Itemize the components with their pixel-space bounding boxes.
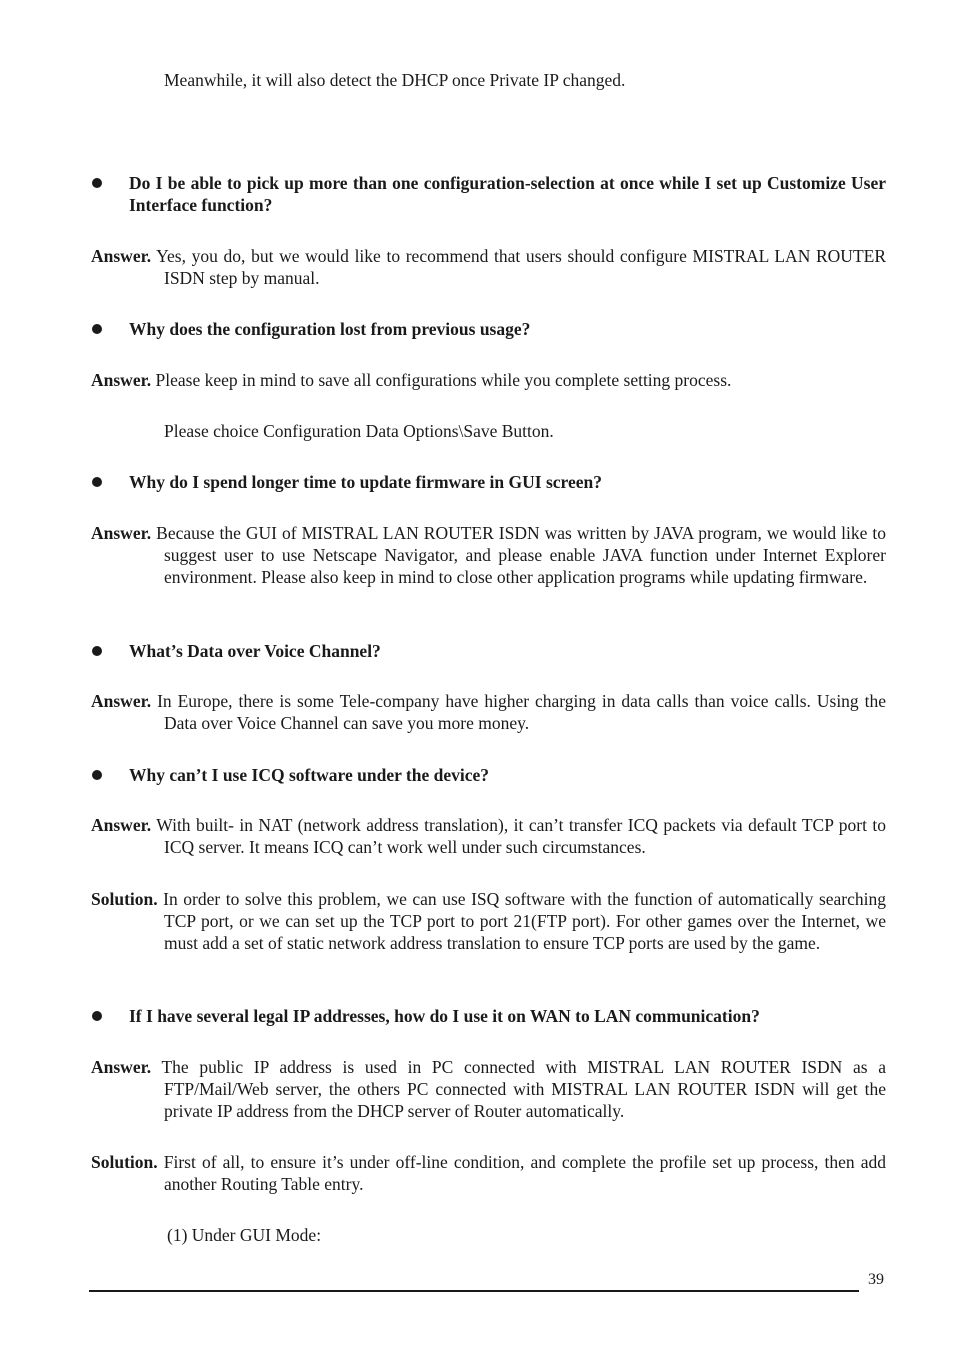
question-text: If I have several legal IP addresses, how do I use it on WAN to LAN communication?: [129, 1006, 760, 1026]
question-text: Why does the configuration lost from previous usage?: [129, 319, 531, 339]
bullet-icon: [92, 1011, 102, 1021]
question-text: Why do I spend longer time to update firmware in GUI screen?: [129, 472, 602, 492]
solution-label: Solution.: [91, 1152, 158, 1172]
answer-label: Answer.: [91, 815, 152, 835]
question-text: What’s Data over Voice Channel?: [129, 641, 381, 661]
answer-label: Answer.: [91, 1057, 152, 1077]
bullet-icon: [92, 178, 102, 188]
answer-text: Please keep in mind to save all configurations while you complete setting process.: [155, 370, 732, 390]
bullet-icon: [92, 646, 102, 656]
question-4: [129, 640, 886, 662]
answer-label: Answer.: [91, 691, 152, 711]
solution-5: [91, 888, 886, 954]
question-6: [129, 1005, 886, 1027]
solution-6-followup: (1) Under GUI Mode:: [167, 1225, 322, 1245]
question-3: [129, 471, 886, 493]
answer-text: The public IP address is used in PC connected with MISTRAL LAN ROUTER ISDN as a FTP/Mail/Web server, the others PC connected with MISTRAL LAN ROUTER ISDN will get the private IP address from the DHCP server of Router automatically.: [161, 1057, 886, 1121]
answer-6: [91, 1056, 886, 1122]
answer-2-followup: Please choice Configuration Data Options\Save Button.: [164, 421, 554, 441]
page-number: 39: [868, 1271, 884, 1288]
answer-label: Answer.: [91, 523, 152, 543]
answer-text: Because the GUI of MISTRAL LAN ROUTER ISDN was written by JAVA program, we would like to suggest user to use Netscape Navigator, and please enable JAVA function under Internet Explorer environment. Please also keep in mind to close other application programs while updating firmware.: [156, 523, 887, 587]
question-1: [129, 172, 886, 216]
answer-text: Yes, you do, but we would like to recommend that users should configure MISTRAL LAN ROUTER ISDN step by manual.: [156, 246, 886, 288]
answer-text: With built- in NAT (network address translation), it can’t transfer ICQ packets via default TCP port to ICQ server. It means ICQ can’t work well under such circumstances.: [156, 815, 886, 857]
bullet-icon: [92, 324, 102, 334]
solution-label: Solution.: [91, 889, 158, 909]
answer-2: [91, 369, 886, 391]
question-text: Do I be able to pick up more than one configuration-selection at once while I set up Customize User Interface function?: [129, 173, 886, 215]
solution-6: [91, 1151, 886, 1195]
bullet-icon: [92, 770, 102, 780]
solution-text: In order to solve this problem, we can use ISQ software with the function of automatically searching TCP port, or we can set up the TCP port to port 21(FTP port). For other games over the Internet, we must add a set of static network address translation to ensure TCP ports are used by the game.: [163, 889, 886, 953]
bullet-icon: [92, 477, 102, 487]
intro-line: Meanwhile, it will also detect the DHCP once Private IP changed.: [164, 70, 626, 90]
answer-1: [91, 245, 886, 289]
question-5: [129, 764, 886, 786]
question-text: Why can’t I use ICQ software under the device?: [129, 765, 490, 785]
answer-label: Answer.: [91, 370, 152, 390]
answer-3: [91, 522, 886, 588]
answer-label: Answer.: [91, 246, 152, 266]
question-2: [129, 318, 886, 340]
footer-rule: [89, 1290, 859, 1292]
answer-4: [91, 690, 886, 734]
solution-text: First of all, to ensure it’s under off-line condition, and complete the profile set up process, then add another Routing Table entry.: [163, 1152, 887, 1194]
answer-5: [91, 814, 886, 858]
answer-text: In Europe, there is some Tele-company have higher charging in data calls than voice calls. Using the Data over Voice Channel can save you more money.: [157, 691, 887, 733]
